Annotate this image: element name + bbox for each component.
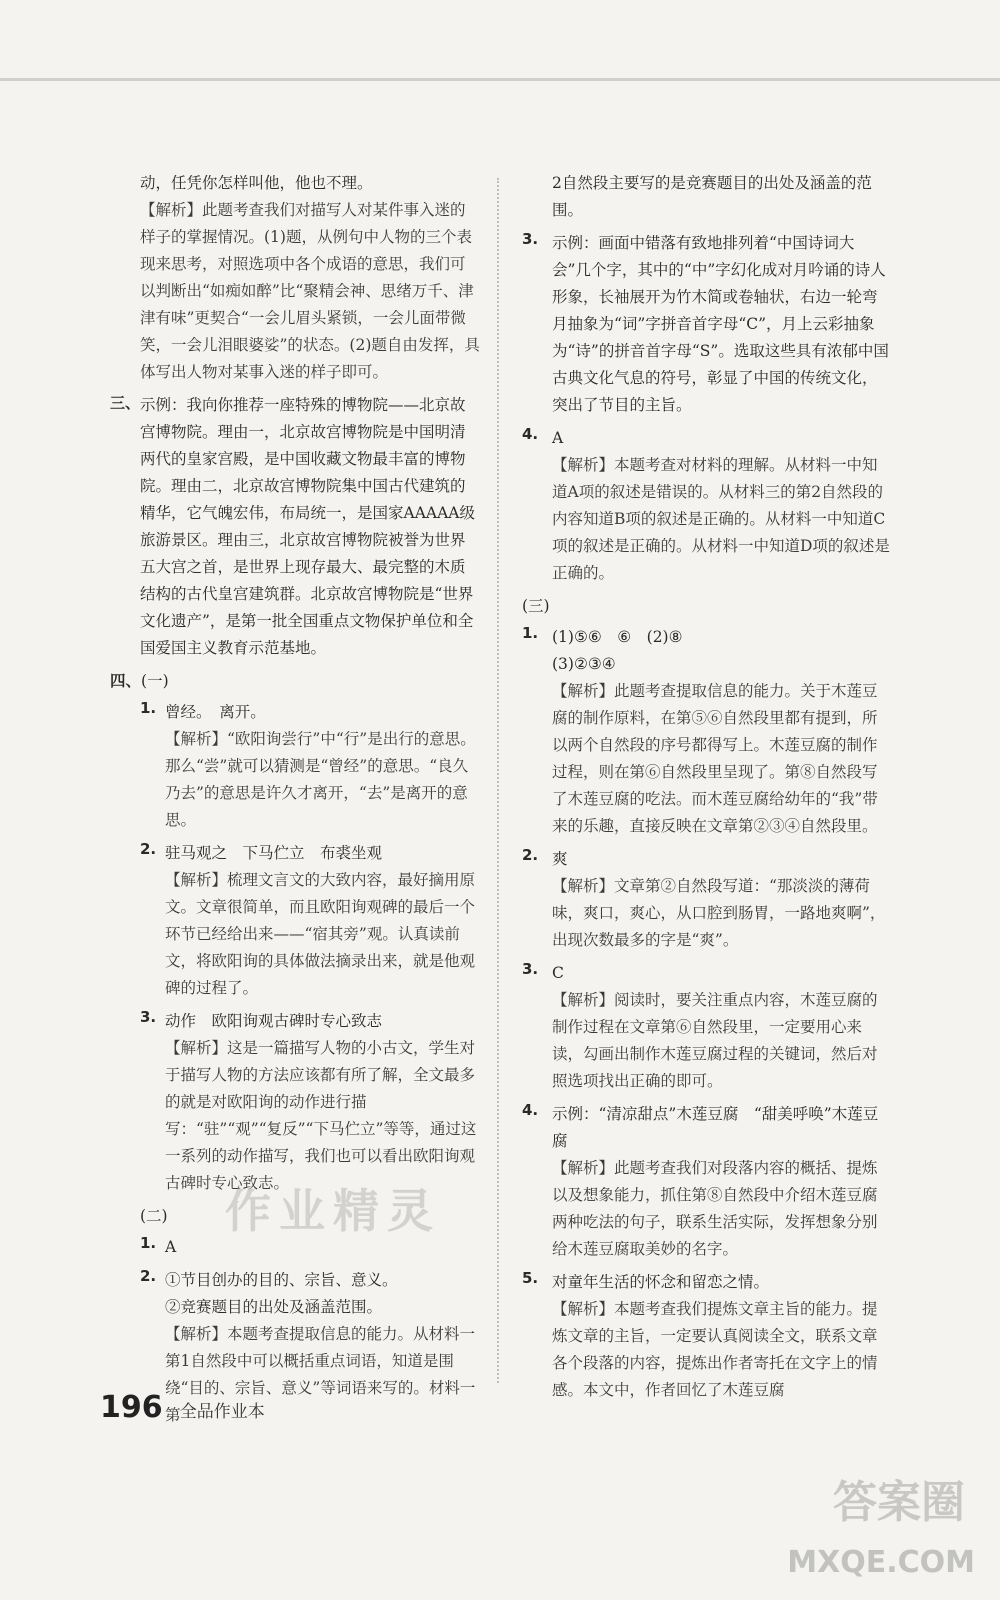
question-number: 2.: [140, 840, 157, 858]
subsection-label: (二): [140, 1207, 168, 1225]
analysis-text: 【解析】文章第②自然段写道：“那淡淡的薄荷味，爽口，爽心，从口腔到肠胃，一路地爽啊”，出现次数最多的字是“爽”。: [552, 877, 886, 949]
column-divider: [497, 178, 499, 1383]
left-column: [110, 170, 480, 1435]
right-column: [522, 170, 892, 1410]
question-item: [522, 624, 892, 840]
answer-text: 示例：画面中错落有致地排列着“中国诗词大会”几个字，其中的“中”字幻化成对月吟诵的诗人形象，长袖展开为竹木简或卷轴状，右边一轮弯月抽象为“词”字拼音首字母“C”，月上云彩抽象为“诗”的拼音首字母“S”。选取这些具有浓郁中国古典文化气息的符号，彰显了中国的传统文化，突出了节目的主旨。: [552, 234, 889, 414]
analysis-text: 2自然段主要写的是竞赛题目的出处及涵盖的范围。: [552, 174, 872, 219]
question-number: 5.: [522, 1269, 539, 1287]
answer-text: (1)⑤⑥ ⑥ (2)⑧: [552, 628, 683, 646]
answer-text: A: [165, 1238, 177, 1256]
question-item: [522, 960, 892, 1095]
question-number: 3.: [522, 230, 539, 248]
top-rule: [0, 78, 1000, 81]
answer-text: 示例：“清凉甜点”木莲豆腐 “甜美呼唤”木莲豆腐: [552, 1105, 879, 1150]
analysis-text: 【解析】“欧阳询尝行”中“行”是出行的意思。那么“尝”就可以猜测是“曾经”的意思。“良久乃去”的意思是许久才离开，“去”是离开的意思。: [165, 730, 476, 829]
answer-text: (3)②③④: [552, 655, 616, 673]
page-footer: [100, 1390, 265, 1425]
analysis-text: 【解析】本题考查我们提炼文章主旨的能力。提炼文章的主旨，一定要认真阅读全文，联系文章各个段落的内容，提炼出作者寄托在文字上的情感。本文中，作者回忆了木莲豆腐: [552, 1300, 878, 1399]
answer-text: ②竞赛题目的出处及涵盖范围。: [165, 1298, 383, 1316]
section-si: [110, 668, 480, 1429]
answer-text: 曾经。 离开。: [165, 703, 266, 721]
question-item: [522, 425, 892, 587]
question-item: [522, 846, 892, 954]
subsection-label: (三): [522, 597, 550, 615]
question-item: [110, 699, 480, 834]
question-number: 2.: [522, 846, 539, 864]
answer-text: C: [552, 964, 564, 982]
watermark-url: MXQE.COM: [787, 1545, 975, 1580]
question-number: 1.: [140, 699, 157, 717]
question-number: 1.: [522, 624, 539, 642]
question-item: [522, 230, 892, 419]
answer-text: 动作 欧阳询观古碑时专心致志: [165, 1012, 383, 1030]
question-item: [522, 1269, 892, 1404]
page-number: 196: [100, 1390, 163, 1425]
section-san: [110, 392, 480, 662]
question-number: 2.: [140, 1267, 157, 1285]
answer-text: A: [552, 429, 564, 447]
continuation-text: [552, 170, 892, 224]
answer-text: 动，任凭你怎样叫他，他也不理。: [140, 174, 373, 192]
question-item: [110, 840, 480, 1002]
answer-text: 示例：我向你推荐一座特殊的博物院——北京故宫博物院。理由一，北京故宫博物院是中国明清两代的皇家宫殿，是中国收藏文物最丰富的博物院。理由二，北京故宫博物院集中国古代建筑的精华，它气魄宏伟，布局统一，是国家AAAAA级旅游景区。理由三，北京故宫博物院被誉为世界五大宫之首，是世界上现存最大、最完整的木质结构的古代皇宫建筑群。北京故宫博物院是“世界文化遗产”，是第一批全国重点文物保护单位和全国爱国主义教育示范基地。: [140, 396, 475, 657]
book-title: 全品作业本: [179, 1402, 265, 1422]
answer-text: 对童年生活的怀念和留恋之情。: [552, 1273, 770, 1291]
question-number: 3.: [522, 960, 539, 978]
answer-text: 驻马观之 下马伫立 布裘坐观: [165, 844, 383, 862]
question-number: 1.: [140, 1234, 157, 1252]
continuation-text: [110, 170, 480, 386]
answer-text: 爽: [552, 850, 568, 868]
analysis-text: 【解析】此题考查我们对段落内容的概括、提炼以及想象能力，抓住第⑧自然段中介绍木莲豆腐两种吃法的句子，联系生活实际，发挥想象分别给木莲豆腐取美妙的名字。: [552, 1159, 878, 1258]
question-item: [110, 1008, 480, 1197]
analysis-text: 【解析】阅读时，要关注重点内容，木莲豆腐的制作过程在文章第⑥自然段里，一定要用心来读，勾画出制作木莲豆腐过程的关键词，然后对照选项找出正确的即可。: [552, 991, 878, 1090]
question-number: 4.: [522, 425, 539, 443]
section-label: 三、: [110, 394, 141, 412]
question-number: 3.: [140, 1008, 157, 1026]
watermark-text: 作业精灵: [225, 1184, 441, 1238]
section-label: 四、: [110, 672, 142, 690]
analysis-text: 【解析】本题考查对材料的理解。从材料一中知道A项的叙述是错误的。从材料三的第2自然段的内容知道B项的叙述是正确的。从材料一中知道C项的叙述是正确的。从材料一中知道D项的叙述是正确的。: [552, 456, 890, 582]
subsection-label: (一): [141, 672, 169, 690]
question-item: [110, 1234, 480, 1261]
question-item: [522, 1101, 892, 1263]
analysis-text: 【解析】本题考查提取信息的能力。从材料一第1自然段中可以概括重点词语，知道是围绕“目的、宗旨、意义”等词语来写的。材料一第: [165, 1325, 476, 1424]
watermark-logo: 答案圈: [833, 1477, 965, 1528]
question-number: 4.: [522, 1101, 539, 1119]
analysis-text: 【解析】此题考查提取信息的能力。关于木莲豆腐的制作原料，在第⑤⑥自然段里都有提到，所以两个自然段的序号都得写上。木莲豆腐的制作过程，则在第⑥自然段里呈现了。第⑧自然段写了木莲豆腐的吃法。而木莲豆腐给幼年的“我”带来的乐趣，直接反映在文章第②③④自然段里。: [552, 682, 878, 835]
analysis-text: 【解析】这是一篇描写人物的小古文，学生对于描写人物的方法应该都有所了解，全文最多的就是对欧阳询的动作进行描写：“驻”“观”“复反”“下马伫立”等等，通过这一系列的动作描写，我们也可以看出欧阳询观古碑时专心致志。: [165, 1039, 477, 1192]
analysis-text: 【解析】此题考查我们对描写人对某件事入迷的样子的掌握情况。(1)题，从例句中人物的三个表现来思考，对照选项中各个成语的意思，我们可以判断出“如痴如醉”比“聚精会神、思绪万千、津津有味”更契合“一会儿眉头紧锁，一会儿面带微笑，一会儿泪眼婆娑”的状态。(2)题自由发挥，具体写出人物对某事入迷的样子即可。: [140, 201, 480, 381]
answer-text: ①节目创办的目的、宗旨、意义。: [165, 1271, 398, 1289]
analysis-text: 【解析】梳理文言文的大致内容，最好摘用原文。文章很简单，而且欧阳询观碑的最后一个环节已经给出来——“宿其旁”观。认真读前文，将欧阳询的具体做法摘录出来，就是他观碑的过程了。: [165, 871, 476, 997]
